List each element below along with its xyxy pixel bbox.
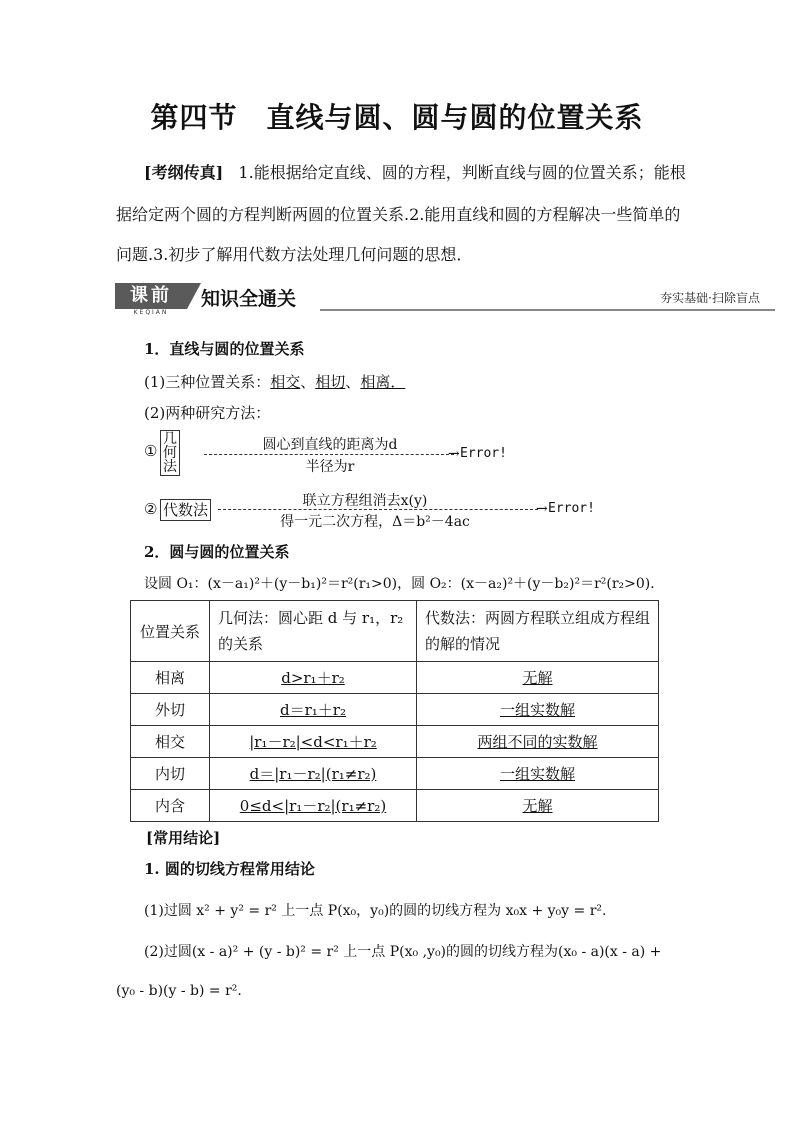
geo-num: ① (144, 442, 158, 460)
table-row (131, 662, 659, 694)
alg-result: Error! (548, 501, 595, 516)
table-cell: 一组实数解 (417, 758, 659, 790)
table-header-cell: 位置关系 (131, 601, 210, 662)
section-title: 知识全通关 (201, 288, 297, 310)
section-label-tail (187, 283, 201, 309)
common-tag: [常用结论] (146, 829, 221, 847)
table-cell: 外切 (131, 694, 210, 726)
geo-top: 圆心到直线的距离为d (262, 437, 398, 453)
table-header-row (131, 601, 659, 662)
intro-line-2: 据给定两个圆的方程判断两圆的位置关系.2.能用直线和圆的方程解决一些简单的 (116, 205, 681, 224)
table-cell: 一组实数解 (417, 694, 659, 726)
table-cell: 内切 (131, 758, 210, 790)
intro-text-1: 1.能根据给定直线、圆的方程，判断直线与圆的位置关系；能根 (238, 163, 686, 182)
table-header-cell: 几何法：圆心距 d 与 r₁，r₂ 的关系 (210, 601, 417, 662)
section-underline (320, 309, 775, 311)
table-row (131, 790, 659, 822)
table-cell: 无解 (417, 662, 659, 694)
table-header-cell: 代数法：两圆方程联立组成方程组的解的情况 (417, 601, 659, 662)
table-cell: 内含 (131, 790, 210, 822)
conclusion-2b: (y₀ - b)(y - b) = r². (116, 983, 242, 999)
conclusion-2a: (2)过圆(x - a)² + (y - b)² = r² 上一点 P(x₀ ,y₀)的圆的切线方程为(x₀ - a)(x - a) + (144, 944, 662, 960)
geo-label: 几何法 (160, 430, 180, 476)
table-row (131, 758, 659, 790)
table-cell: 两组不同的实数解 (417, 726, 659, 758)
part1-heading: 1．直线与圆的位置关系 (144, 340, 305, 358)
table-row (131, 726, 659, 758)
table-cell: d＝|r₁－r₂|(r₁≠r₂) (210, 758, 417, 790)
intro-line-3: 问题.3.初步了解用代数方法处理几何问题的思想． (116, 245, 473, 264)
intro-tag: [考纲传真] (144, 163, 224, 182)
part1-item2: (2)两种研究方法： (144, 404, 271, 422)
section-header (115, 283, 775, 316)
sep1: 、 (300, 373, 316, 391)
table-cell: |r₁－r₂|<d<r₁＋r₂ (210, 726, 417, 758)
alg-bottom: 得一元二次方程，Δ＝b²－4ac (280, 514, 470, 530)
table-cell: d>r₁＋r₂ (210, 662, 417, 694)
table-cell: d＝r₁＋r₂ (210, 694, 417, 726)
alg-arrowhead: → (536, 501, 548, 517)
table-cell: 相交 (131, 726, 210, 758)
relation-separate: 相离． (360, 373, 406, 391)
part1-item1 (144, 371, 405, 392)
section-label: 课前 (115, 283, 187, 309)
table-cell: 0≤d<|r₁－r₂|(r₁≠r₂) (210, 790, 417, 822)
circle-relation-table (130, 600, 659, 822)
table-cell: 无解 (417, 790, 659, 822)
section-motto: 夯实基础·扫除盲点 (660, 291, 760, 305)
table-row (131, 694, 659, 726)
relation-intersect: 相交 (270, 373, 301, 391)
part2-heading: 2．圆与圆的位置关系 (144, 543, 290, 561)
conclusion-1: (1)过圆 x² + y² = r² 上一点 P(x₀，y₀)的圆的切线方程为 x₀x + y₀y = r². (144, 903, 607, 919)
geo-arrow-line (204, 454, 454, 455)
page-title: 第四节 直线与圆、圆与圆的位置关系 (150, 101, 644, 134)
alg-top: 联立方程组消去x(y) (302, 493, 428, 509)
geo-bottom: 半径为r (305, 459, 355, 475)
relation-tangent: 相切 (315, 373, 346, 391)
section-sublabel: KEQIAN (133, 309, 169, 316)
sep2: 、 (345, 373, 361, 391)
geo-arrowhead: → (448, 446, 460, 462)
alg-num: ② (144, 500, 158, 518)
common-heading: 1. 圆的切线方程常用结论 (144, 860, 315, 878)
item1-prefix: (1)三种位置关系： (144, 373, 271, 391)
geo-result: Error! (460, 446, 507, 461)
table-cell: 相离 (131, 662, 210, 694)
intro-line-1 (144, 160, 686, 183)
alg-label: 代数法 (160, 499, 211, 521)
part2-setup: 设圆 O₁：(x－a₁)²＋(y－b₁)²＝r²(r₁>0)，圆 O₂：(x－a₂)²＋(y－b₂)²＝r²(r₂>0)． (144, 576, 665, 592)
